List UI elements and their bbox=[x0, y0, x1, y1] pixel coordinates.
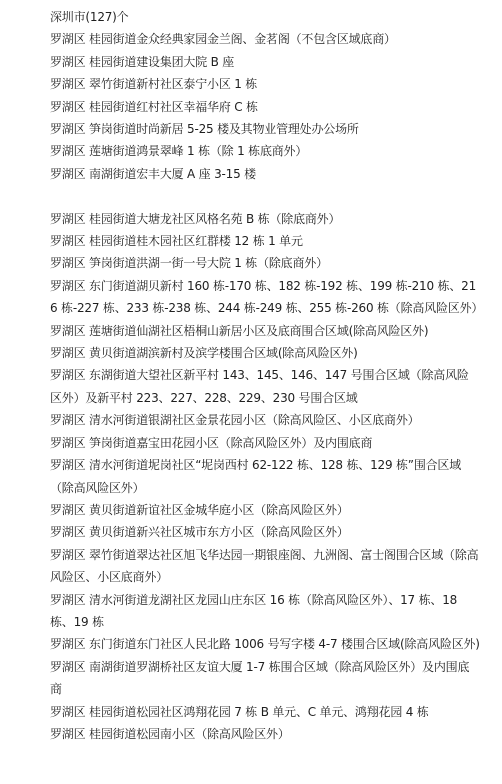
list-item: 罗湖区 笋岗街道嘉宝田花园小区（除高风险区外）及内围底商 bbox=[50, 435, 373, 450]
list-item: 罗湖区 桂园街道桂木园社区红群楼 12 栋 1 单元 bbox=[50, 234, 303, 249]
area-list-group-1 bbox=[50, 28, 480, 185]
area-list-group-2 bbox=[50, 208, 484, 746]
list-item: 罗湖区 桂园街道松园南小区（除高风险区外） bbox=[50, 726, 290, 741]
list-item: 罗湖区 清水河街道坭岗社区“坭岗西村 62-122 栋、128 栋、129 栋”围合区域（除高风险区外） bbox=[50, 458, 462, 495]
list-item: 罗湖区 桂园街道建设集团大院 B 座 bbox=[50, 54, 235, 69]
list-item: 罗湖区 桂园街道松园社区鸿翔花园 7 栋 B 单元、C 单元、鸿翔花园 4 栋 bbox=[50, 704, 429, 719]
list-item: 罗湖区 桂园街道大塘龙社区风格名苑 B 栋（除底商外） bbox=[50, 211, 341, 226]
list-item: 罗湖区 南湖街道罗湖桥社区友谊大厦 1-7 栋围合区域（除高风险区外）及内围底商 bbox=[50, 659, 470, 697]
list-item: 罗湖区 桂园街道金众经典家园金兰阁、金茗阁（不包含区域底商） bbox=[50, 32, 396, 47]
list-item: 罗湖区 翠竹街道新村社区泰宁小区 1 栋 bbox=[50, 77, 258, 92]
list-item: 罗湖区 翠竹街道翠达社区旭飞华达园一期银座阁、九洲阁、富士阁围合区域（除高风险区、小区底商外） bbox=[50, 547, 479, 585]
list-item: 罗湖区 桂园街道红村社区幸福华府 C 栋 bbox=[50, 99, 258, 114]
list-item: 罗湖区 笋岗街道洪湖一街一号大院 1 栋（除底商外） bbox=[50, 256, 328, 271]
list-item: 罗湖区 黄贝街道新谊社区金城华庭小区（除高风险区外） bbox=[50, 502, 349, 517]
list-item: 罗湖区 南湖街道宏丰大厦 A 座 3-15 楼 bbox=[50, 166, 256, 181]
list-item: 罗湖区 黄贝街道湖滨新村及滨学楼围合区域(除高风险区外) bbox=[50, 346, 358, 361]
list-item: 罗湖区 东门街道湖贝新村 160 栋-170 栋、182 栋-192 栋、199 栋-210 栋、216 栋-227 栋、233 栋-238 栋、244 栋-249 栋、255 栋-260 栋（除高风险区外） bbox=[50, 278, 484, 316]
document-page bbox=[50, 6, 484, 745]
document-heading: 深圳市(127)个 bbox=[50, 10, 129, 24]
list-item: 罗湖区 笋岗街道时尚新居 5-25 楼及其物业管理处办公场所 bbox=[50, 122, 359, 137]
list-item: 罗湖区 莲塘街道鸿景翠峰 1 栋（除 1 栋底商外） bbox=[50, 144, 308, 159]
list-item: 罗湖区 莲塘街道仙湖社区梧桐山新居小区及底商围合区域(除高风险区外) bbox=[50, 323, 429, 338]
list-item: 罗湖区 东湖街道大望社区新平村 143、145、146、147 号围合区域（除高风险区外）及新平村 223、227、228、229、230 号围合区域 bbox=[50, 368, 469, 405]
list-item: 罗湖区 清水河街道龙湖社区龙园山庄东区 16 栋（除高风险区外）、17 栋、18 栋、19 栋 bbox=[50, 592, 458, 629]
list-item: 罗湖区 黄贝街道新兴社区城市东方小区（除高风险区外） bbox=[50, 525, 349, 540]
blank-line bbox=[50, 185, 480, 207]
list-item: 罗湖区 清水河街道银湖社区金景花园小区（除高风险区、小区底商外） bbox=[50, 413, 420, 428]
list-item: 罗湖区 东门街道东门社区人民北路 1006 号写字楼 4-7 楼围合区域(除高风险区外) bbox=[50, 637, 480, 652]
